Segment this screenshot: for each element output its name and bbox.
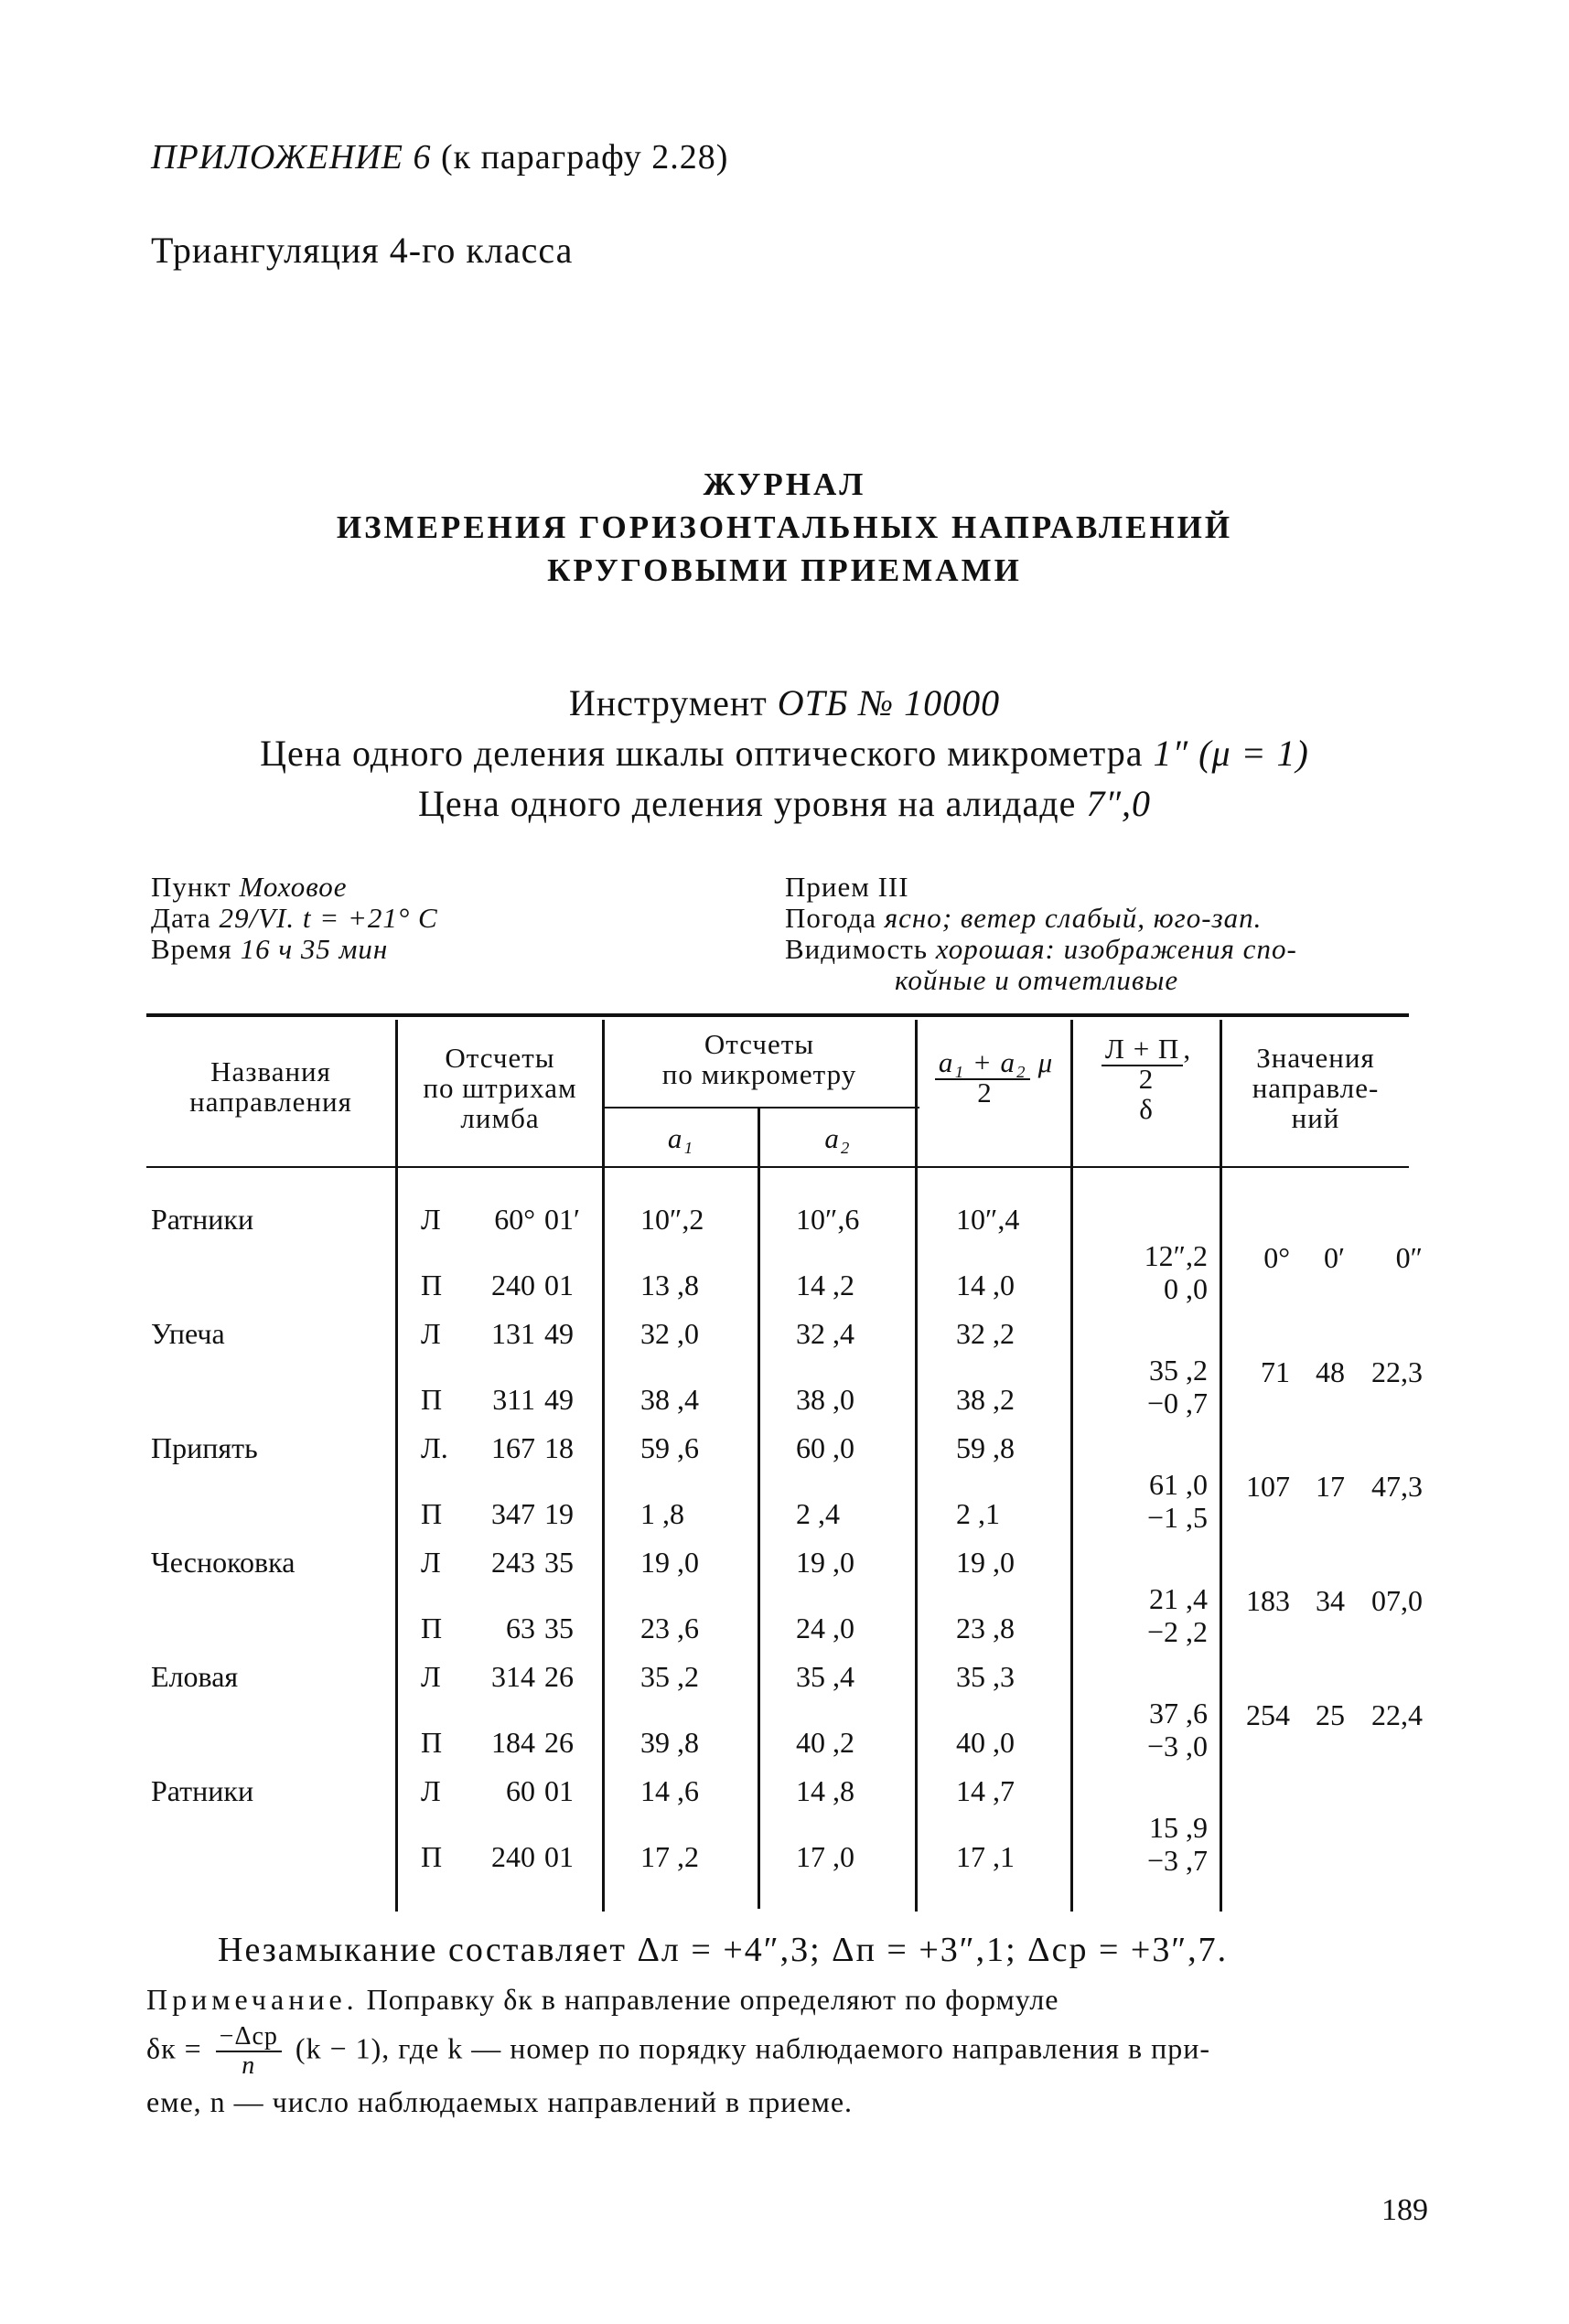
visibility-value-cont: койные и отчетливые [895, 964, 1179, 996]
header-micrometer: Отсчеты по микрометру [661, 1028, 857, 1090]
reading-a1: 23 ,6 [640, 1612, 699, 1644]
limb-minutes: 01′ [544, 1203, 580, 1236]
limb-side-left: Л [421, 1203, 441, 1236]
reading-a1: 59 ,6 [640, 1431, 699, 1464]
limb-degrees: 167 [491, 1431, 535, 1464]
reading-a1: 17 ,2 [640, 1840, 699, 1873]
instrument-line [0, 681, 1569, 724]
value-degrees: 254 [1246, 1698, 1290, 1731]
reading-a1: 32 ,0 [640, 1317, 699, 1350]
limb-minutes: 18 [544, 1431, 574, 1464]
value-minutes: 0′ [1324, 1241, 1345, 1274]
date-value: 29/VI. t = +21° C [219, 902, 438, 934]
reading-a2: 10″,6 [796, 1203, 860, 1236]
table-top-rule [146, 1013, 1409, 1017]
limb-degrees: 60° [494, 1203, 535, 1236]
point-label: Пункт [151, 871, 231, 903]
journal-title-line3: КРУГОВЫМИ ПРИЕМАМИ [547, 552, 1022, 588]
header-a1: a₁ [667, 1122, 694, 1154]
reading-a2: 14 ,2 [796, 1269, 854, 1301]
value-degrees: 107 [1246, 1470, 1290, 1503]
reading-mean: 35 ,3 [956, 1660, 1015, 1693]
lp-half-sum: 37 ,6 [1149, 1697, 1208, 1730]
value-seconds: 22,4 [1371, 1698, 1423, 1731]
limb-side-left: Л [421, 1660, 441, 1693]
col-divider-5 [1070, 1020, 1073, 1912]
reading-a1: 38 ,4 [640, 1383, 699, 1416]
reading-a2: 17 ,0 [796, 1840, 854, 1873]
direction-name: Ратники [151, 1203, 254, 1236]
limb-side-right: П [421, 1497, 443, 1530]
header-mean: a₁ + a₂ μ 2 [918, 1047, 1070, 1108]
instrument-label: Инструмент [568, 682, 768, 723]
lp-half-sum: 61 ,0 [1149, 1468, 1208, 1501]
reading-a2: 14 ,8 [796, 1774, 854, 1807]
limb-degrees: 184 [491, 1726, 535, 1759]
delta-value: 0 ,0 [1164, 1272, 1208, 1305]
meta-right [785, 872, 1297, 996]
direction-name: Чесноковка [151, 1546, 296, 1579]
note-line2 [146, 2023, 1445, 2080]
reading-a1: 35 ,2 [640, 1660, 699, 1693]
page-number: 189 [1381, 2193, 1428, 2227]
value-degrees: 0° [1263, 1241, 1290, 1274]
reading-mean: 14 ,7 [956, 1774, 1015, 1807]
limb-side-right: П [421, 1840, 443, 1873]
reading-mean: 23 ,8 [956, 1612, 1015, 1644]
value-minutes: 34 [1316, 1584, 1345, 1617]
reading-a2: 32 ,4 [796, 1317, 854, 1350]
reading-mean: 38 ,2 [956, 1383, 1015, 1416]
limb-degrees: 63 [506, 1612, 535, 1644]
visibility-value: хорошая: изображения спо- [935, 933, 1297, 965]
weather-label: Погода [785, 902, 876, 934]
value-minutes: 48 [1316, 1355, 1345, 1388]
limb-minutes: 26 [544, 1660, 574, 1693]
reading-mean: 10″,4 [956, 1203, 1020, 1236]
formula-denominator: n [242, 2051, 256, 2080]
limb-minutes: 35 [544, 1546, 574, 1579]
appendix-reference: (к параграфу 2.28) [440, 138, 729, 177]
date-label: Дата [151, 902, 211, 934]
note-formula-lhs: δк = [146, 2031, 202, 2065]
lp-half-sum: 21 ,4 [1149, 1582, 1208, 1615]
limb-minutes: 26 [544, 1726, 574, 1759]
limb-minutes: 01 [544, 1840, 574, 1873]
instrument-value: ОТБ № 10000 [777, 682, 1001, 723]
col-divider-2 [602, 1020, 605, 1912]
reading-a2: 2 ,4 [796, 1497, 840, 1530]
lp-half-sum: 12″,2 [1144, 1239, 1208, 1272]
reading-a2: 40 ,2 [796, 1726, 854, 1759]
note-label: Примечание. [146, 1983, 359, 2016]
value-seconds: 22,3 [1371, 1355, 1423, 1388]
reading-mean: 2 ,1 [956, 1497, 1000, 1530]
lp-half-sum: 35 ,2 [1149, 1354, 1208, 1387]
note-formula-fraction [216, 2023, 282, 2080]
limb-degrees: 311 [492, 1383, 535, 1416]
reading-mean: 19 ,0 [956, 1546, 1015, 1579]
reading-a1: 14 ,6 [640, 1774, 699, 1807]
header-lp: Л + П , 2 δ [1073, 1033, 1220, 1124]
reading-a2: 35 ,4 [796, 1660, 854, 1693]
limb-minutes: 49 [544, 1317, 574, 1350]
note-line1 [146, 1983, 1427, 2017]
delta-value: −3 ,0 [1146, 1730, 1208, 1762]
col-divider-3 [758, 1108, 760, 1909]
reading-a2: 38 ,0 [796, 1383, 854, 1416]
journal-title-line1: ЖУРНАЛ [703, 466, 866, 502]
direction-name: Ратники [151, 1774, 254, 1807]
direction-name: Еловая [151, 1660, 239, 1693]
header-names: Названия направления [189, 1055, 352, 1118]
limb-side-left: Л [421, 1317, 441, 1350]
closure-line: Незамыкание составляет Δл = +4″,3; Δп = +3″,1; Δср = +3″,7. [218, 1931, 1229, 1969]
limb-degrees: 243 [491, 1546, 535, 1579]
limb-degrees: 60 [506, 1774, 535, 1807]
limb-degrees: 240 [491, 1269, 535, 1301]
delta-value: −2 ,2 [1146, 1615, 1208, 1648]
level-value: 7″,0 [1086, 783, 1152, 824]
col-divider-4 [915, 1020, 918, 1912]
note-text1: Поправку δк в направление определяют по формуле [366, 1983, 1059, 2016]
reading-a1: 10″,2 [640, 1203, 704, 1236]
header-limb: Отсчеты по штрихам лимба [423, 1042, 577, 1134]
journal-title-line2: ИЗМЕРЕНИЯ ГОРИЗОНТАЛЬНЫХ НАПРАВЛЕНИЙ [336, 509, 1233, 545]
col-divider-1 [395, 1020, 398, 1912]
reading-mean: 14 ,0 [956, 1269, 1015, 1301]
limb-degrees: 347 [491, 1497, 535, 1530]
value-seconds: 07,0 [1371, 1584, 1423, 1617]
micrometer-value: 1″ (μ = 1) [1153, 733, 1309, 774]
limb-minutes: 01 [544, 1774, 574, 1807]
reading-a2: 60 ,0 [796, 1431, 854, 1464]
appendix-heading [151, 137, 728, 177]
visibility-label: Видимость [785, 933, 928, 965]
delta-value: −3 ,7 [1146, 1844, 1208, 1877]
header-a2: a₂ [824, 1122, 851, 1154]
reading-a1: 19 ,0 [640, 1546, 699, 1579]
limb-side-right: П [421, 1383, 443, 1416]
reading-a1: 13 ,8 [640, 1269, 699, 1301]
section-subtitle: Триангуляция 4-го класса [151, 230, 574, 271]
limb-minutes: 01 [544, 1269, 574, 1301]
value-minutes: 25 [1316, 1698, 1345, 1731]
lp-half-sum: 15 ,9 [1149, 1811, 1208, 1844]
micrometer-label: Цена одного деления шкалы оптического микрометра [260, 733, 1144, 774]
reading-mean: 59 ,8 [956, 1431, 1015, 1464]
reading-mean: 32 ,2 [956, 1317, 1015, 1350]
col-divider-6 [1220, 1020, 1222, 1912]
micrometer-sub-rule [604, 1107, 919, 1108]
limb-minutes: 35 [544, 1612, 574, 1644]
limb-degrees: 131 [491, 1317, 535, 1350]
limb-degrees: 314 [491, 1660, 535, 1693]
limb-side-left: Л [421, 1546, 441, 1579]
reading-a2: 19 ,0 [796, 1546, 854, 1579]
limb-side-right: П [421, 1726, 443, 1759]
limb-minutes: 49 [544, 1383, 574, 1416]
value-degrees: 183 [1246, 1584, 1290, 1617]
limb-side-left: Л [421, 1774, 441, 1807]
time-value: 16 ч 35 мин [240, 933, 389, 965]
reception-label: Прием III [785, 871, 909, 903]
limb-side-right: П [421, 1612, 443, 1644]
limb-minutes: 19 [544, 1497, 574, 1530]
limb-side-right: П [421, 1269, 443, 1301]
value-minutes: 17 [1316, 1470, 1345, 1503]
limb-degrees: 240 [491, 1840, 535, 1873]
note-text2: (k − 1), где k — номер по порядку наблюдаемого направления в при- [295, 2031, 1210, 2065]
reading-a2: 24 ,0 [796, 1612, 854, 1644]
micrometer-line [0, 732, 1569, 775]
reading-mean: 17 ,1 [956, 1840, 1015, 1873]
note-line3: еме, n — число наблюдаемых направлений в приеме. [146, 2085, 854, 2118]
reading-a1: 39 ,8 [640, 1726, 699, 1759]
reading-a1: 1 ,8 [640, 1497, 684, 1530]
value-seconds: 47,3 [1371, 1470, 1423, 1503]
formula-numerator: −Δср [216, 2023, 282, 2052]
point-value: Моховое [239, 871, 348, 903]
level-line [0, 782, 1569, 825]
weather-value: ясно; ветер слабый, юго-зап. [884, 902, 1263, 934]
header-values: Значения направле- ний [1252, 1042, 1380, 1134]
appendix-label: ПРИЛОЖЕНИЕ 6 [151, 138, 432, 177]
delta-value: −0 ,7 [1146, 1387, 1208, 1419]
meta-left [151, 872, 438, 965]
value-degrees: 71 [1261, 1355, 1290, 1388]
limb-side-left: Л. [421, 1431, 448, 1464]
time-label: Время [151, 933, 232, 965]
level-label: Цена одного деления уровня на алидаде [417, 783, 1077, 824]
direction-name: Упеча [151, 1317, 225, 1350]
delta-value: −1 ,5 [1146, 1501, 1208, 1534]
value-seconds: 0″ [1395, 1241, 1423, 1274]
direction-name: Припять [151, 1431, 258, 1464]
reading-mean: 40 ,0 [956, 1726, 1015, 1759]
